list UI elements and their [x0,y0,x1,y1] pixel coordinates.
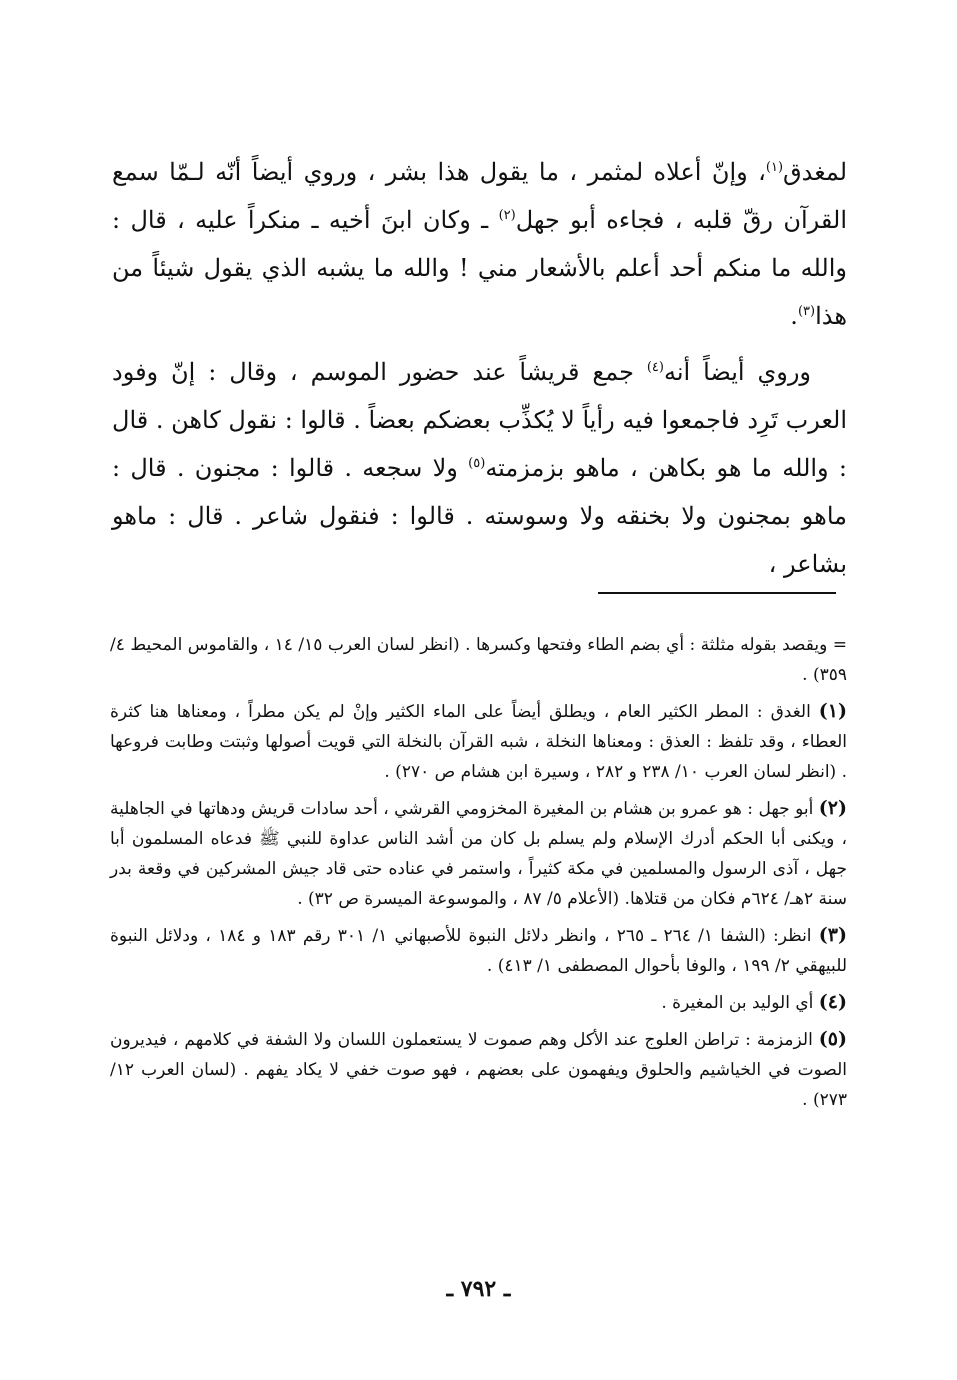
footnote-1 [110,696,847,787]
text-run: وروي أيضاً أنه [663,358,811,386]
footnote-ref-4: (٤) [646,360,664,375]
footnote-ref-2: (٢) [498,208,516,223]
footnote-ref-5: (٥) [468,456,486,471]
footnote-5 [110,1024,847,1115]
footnote-number: (٤) [818,991,847,1013]
text-run: . [790,302,798,330]
footnote-number: (١) [818,700,847,722]
footnotes [110,630,847,1121]
text-run: جمع قريشاً عند حضور الموسم ، وقال : إنّ وفود العرب تَرِد فاجمعوا فيه رأياً لا يُكذِّب بعضكم بعضاً . قالوا : نقول كاهن . قال : والله ما هو بكاهن ، ماهو بزمزمته [112,358,847,482]
text-run: ـ وكان ابنَ أخيه ـ منكراً عليه ، قال : والله ما منكم أحد أعلم بالأشعار مني ! والله ما يشبه الذي يقول شيئاً من هذا [112,206,847,330]
main-text [112,148,847,588]
footnote-number: (٥) [818,1028,847,1050]
text-run: لمغدق [783,158,847,186]
footnote-4 [110,987,847,1018]
footnote-text: الغدق : المطر الكثير العام ، ويطلق أيضاً على الماء الكثير وإنْ لم يكن مطراً ، ومعناها هنا كثرة العطاء ، وقد تلفظ : العذق : ومعناها النخلة ، شبه القرآن بالنخلة التي قويت أصولها وثبتت وطابت فروعها . (انظر لسان العرب ١٠/ ٢٣٨ و ٢٨٢ ، وسيرة ابن هشام ص ٢٧٠) . [110,702,847,782]
footnote-number: (٣) [818,924,847,946]
footnote-3 [110,920,847,981]
footnote-ref-1: (١) [765,160,784,175]
footnote-2 [110,793,847,914]
footnote-separator [598,592,836,594]
footnote-text: أي الوليد بن المغيرة . [661,993,814,1013]
footnote-text: أبو جهل : هو عمرو بن هشام بن المغيرة المخزومي القرشي ، أحد سادات قريش ودهاتها في الجاهلية ، ويكنى أبا الحكم أدرك الإسلام ولم يسلم بل كان من أشد الناس عداوة للنبي ﷺ فدعاه المسلمون أبا جهل ، آذى الرسول والمسلمين في مكة كثيراً ، واستمر في عناده حتى قاد جيش المشركين في وقعة بدر سنة ٢هـ/ ٦٢٤م فكان من قتلاها. (الأعلام ٥/ ٨٧ ، والموسوعة الميسرة ص ٣٢) . [110,799,847,909]
footnote-text: الزمزمة : تراطن العلوج عند الأكل وهم صموت لا يستعملون اللسان ولا الشفة في كلامهم ، فيديرون الصوت في الخياشيم والحلوق ويفهمون على بعضهم ، فهو صوت خفي لا يكاد يفهم . (لسان العرب ١٢/ ٢٧٣) . [110,1030,847,1110]
footnote-continuation: = ويقصد بقوله مثلثة : أي بضم الطاء وفتحها وكسرها . (انظر لسان العرب ١٥/ ١٤ ، والقاموس المحيط ٤/ ٣٥٩) . [110,635,847,685]
text-run: ، وإنّ أعلاه لمثمر ، ما يقول هذا بشر ، وروي أيضاً أنّه لـمّا سمع القرآن رقّ قلبه ، فجاءه أبو جهل [112,158,847,234]
paragraph-2 [112,348,847,588]
footnote-number: (٢) [818,797,847,819]
footnote-text: انظر: (الشفا ١/ ٢٦٤ ـ ٢٦٥ ، وانظر دلائل النبوة للأصبهاني ١/ ٣٠١ رقم ١٨٣ و ١٨٤ ، ودلائل النبوة للبيهقي ٢/ ١٩٩ ، والوفا بأحوال المصطفى ١/ ٤١٣) . [110,926,847,976]
page-number: ـ ٧٩٢ ـ [446,1276,511,1302]
paragraph-1 [112,148,847,340]
text-run: ولا سجعه . قالوا : مجنون . قال : ماهو بمجنون ولا بخنقه ولا وسوسته . قالوا : فنقول شاعر . قال : ماهو بشاعر ، [112,454,847,578]
footnote-ref-3: (٣) [797,304,816,319]
